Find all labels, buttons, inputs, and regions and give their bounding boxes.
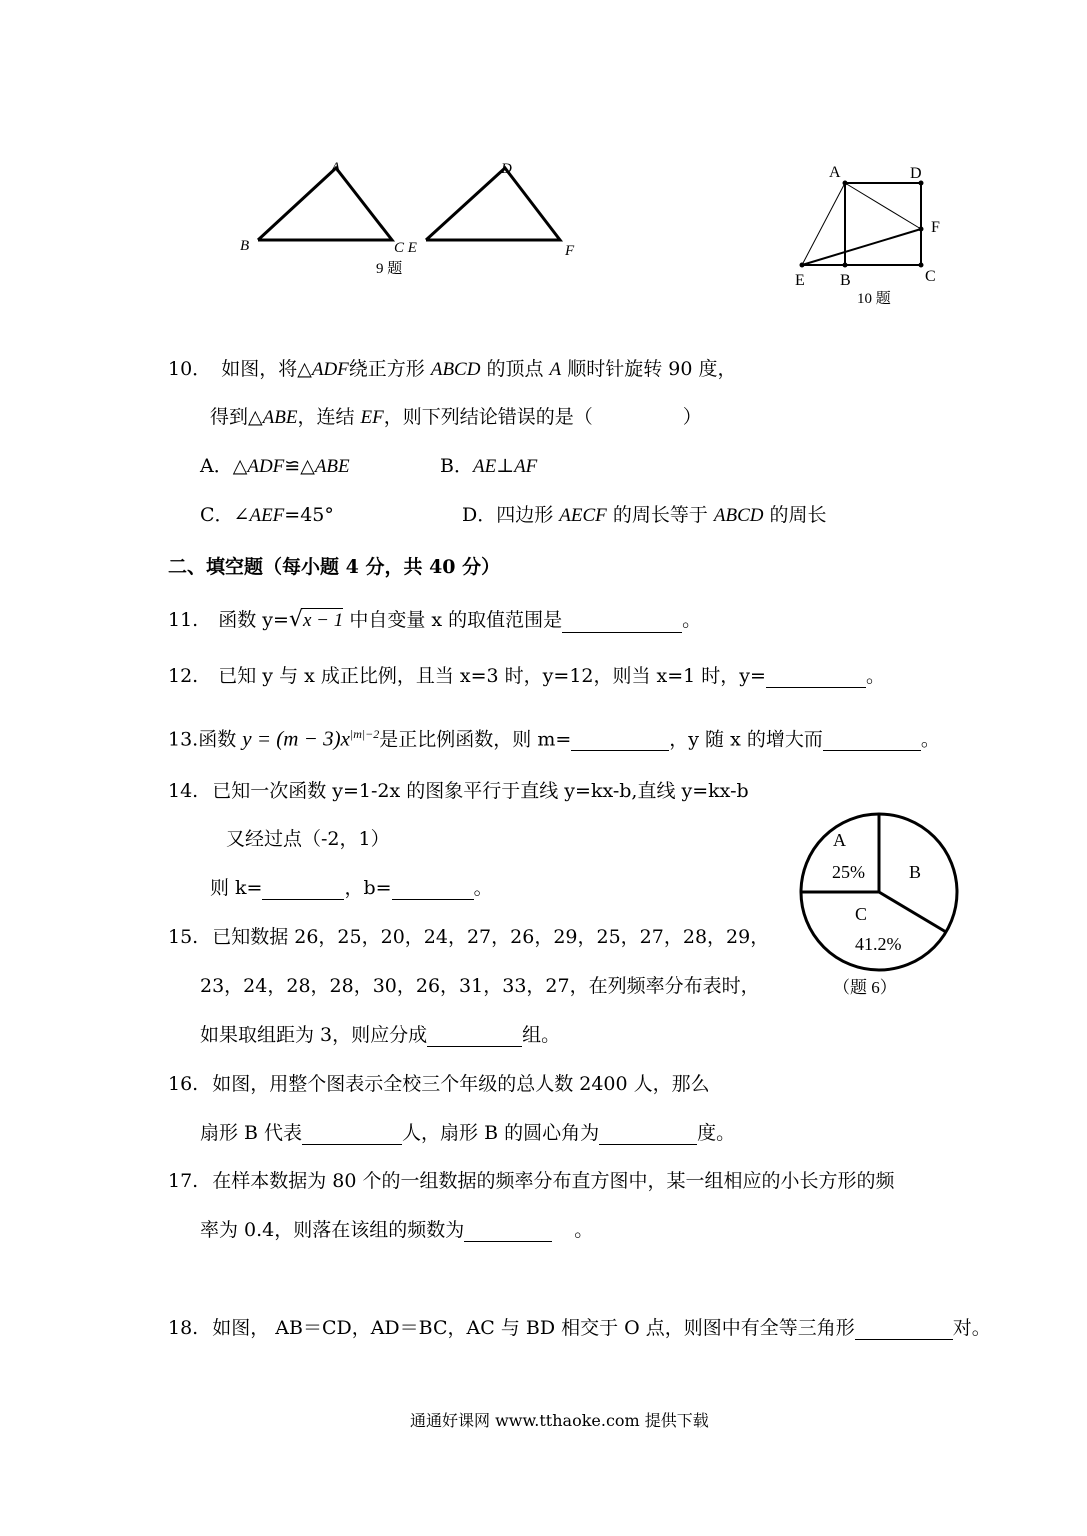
q14-blank-b[interactable]	[392, 880, 474, 900]
q16-blank-angle[interactable]	[599, 1125, 697, 1145]
label-b: B	[240, 238, 250, 254]
triangle-def	[426, 168, 560, 240]
q10-option-d: D．四边形 AECF 的周长等于 ABCD 的周长	[462, 504, 827, 526]
label-ce: C E	[394, 240, 417, 256]
q14-line1: 14. 已知一次函数 y=1-2x 的图象平行于直线 y=kx-b,直线 y=kx-b	[168, 780, 749, 802]
label-f10: F	[931, 219, 940, 236]
segment-ef	[802, 229, 921, 265]
q16-blank-count[interactable]	[302, 1125, 402, 1145]
q13-blank-m[interactable]	[571, 731, 669, 751]
q12-blank[interactable]	[766, 668, 866, 688]
q15-line1: 15. 已知数据 26，25，20，24，27，26，29，25，27，28，29，	[168, 926, 770, 948]
q14-line2: 又经过点（-2，1）	[226, 828, 390, 850]
triangle-abc	[258, 168, 392, 240]
q10-option-b: B．AE⊥AF	[440, 455, 538, 477]
segment-af	[845, 183, 921, 229]
square-abcd	[845, 183, 921, 265]
q17-line1: 17. 在样本数据为 80 个的一组数据的频率分布直方图中，某一组相应的小长方形的频	[168, 1170, 895, 1192]
q13-blank-trend[interactable]	[823, 731, 921, 751]
fig9-caption: 9 题	[376, 261, 403, 277]
slice-b-label: B	[909, 862, 922, 882]
slice-a-pct: 25%	[832, 862, 865, 882]
pie-caption: （题 6）	[833, 978, 897, 997]
q18-blank[interactable]	[855, 1320, 953, 1340]
q13: 13.函数 $y = (m - 3)x^{|m|-2}$是正比例函数，则 m= ，y 随 x 的增大而 。	[168, 726, 940, 751]
slice-c-label: C	[855, 904, 868, 924]
q15-line3: 如果取组距为 3，则应分成 组。	[200, 1024, 561, 1046]
label-d10: D	[910, 165, 922, 182]
figure-10	[785, 155, 955, 315]
q11-blank[interactable]	[562, 613, 682, 633]
figure-9	[230, 150, 590, 280]
q14-blank-k[interactable]	[262, 880, 344, 900]
q10-option-a: A．△ADF≌△ABE	[200, 455, 350, 477]
q18: 18. 如图， AB＝CD，AD＝BC，AC 与 BD 相交于 O 点，则图中有全等三角形 对。	[168, 1317, 991, 1339]
pie-figure	[795, 808, 970, 1003]
label-a10: A	[829, 164, 841, 181]
q17-line2: 率为 0.4，则落在该组的频数为 。	[200, 1219, 594, 1241]
q10-option-c: C．∠AEF=45°	[200, 504, 334, 526]
q15-line2: 23，24，28，28，30，26，31，33，27，在列频率分布表时，	[200, 975, 760, 997]
slice-a-label: A	[833, 830, 846, 850]
q17-blank[interactable]	[464, 1222, 552, 1242]
q10-line1: 10． 如图，将△ADF绕正方形 ABCD 的顶点 A 顺时针旋转 90 度，	[168, 358, 737, 380]
pie-divider-right	[879, 892, 946, 932]
segment-ae	[802, 183, 845, 265]
slice-c-pct: 41.2%	[855, 934, 902, 954]
label-e10: E	[795, 272, 805, 289]
q16-line2: 扇形 B 代表 人，扇形 B 的圆心角为 度。	[200, 1122, 736, 1144]
label-b10: B	[840, 272, 851, 289]
fig10-caption: 10 题	[857, 291, 891, 307]
label-a: A	[331, 160, 341, 176]
label-c10: C	[925, 268, 936, 285]
q10-line2: 得到△ABE，连结 EF，则下列结论错误的是（ ）	[210, 406, 702, 428]
q14-line3: 则 k= ，b= 。	[210, 877, 493, 899]
label-d: D	[501, 161, 512, 177]
q12: 12. 已知 y 与 x 成正比例，且当 x=3 时，y=12，则当 x=1 时，y= 。	[168, 665, 885, 687]
q16-line1: 16. 如图，用整个图表示全校三个年级的总人数 2400 人，那么	[168, 1073, 710, 1095]
q15-blank[interactable]	[427, 1027, 522, 1047]
label-f: F	[565, 243, 575, 259]
section-2-heading: 二、填空题（每小题 4 分，共 40 分）	[168, 556, 501, 578]
q11: 11. 函数 y=√x − 1 中自变量 x 的取值范围是 。	[168, 607, 702, 632]
footer: 通通好课网 www.tthaoke.com 提供下载	[410, 1411, 709, 1430]
